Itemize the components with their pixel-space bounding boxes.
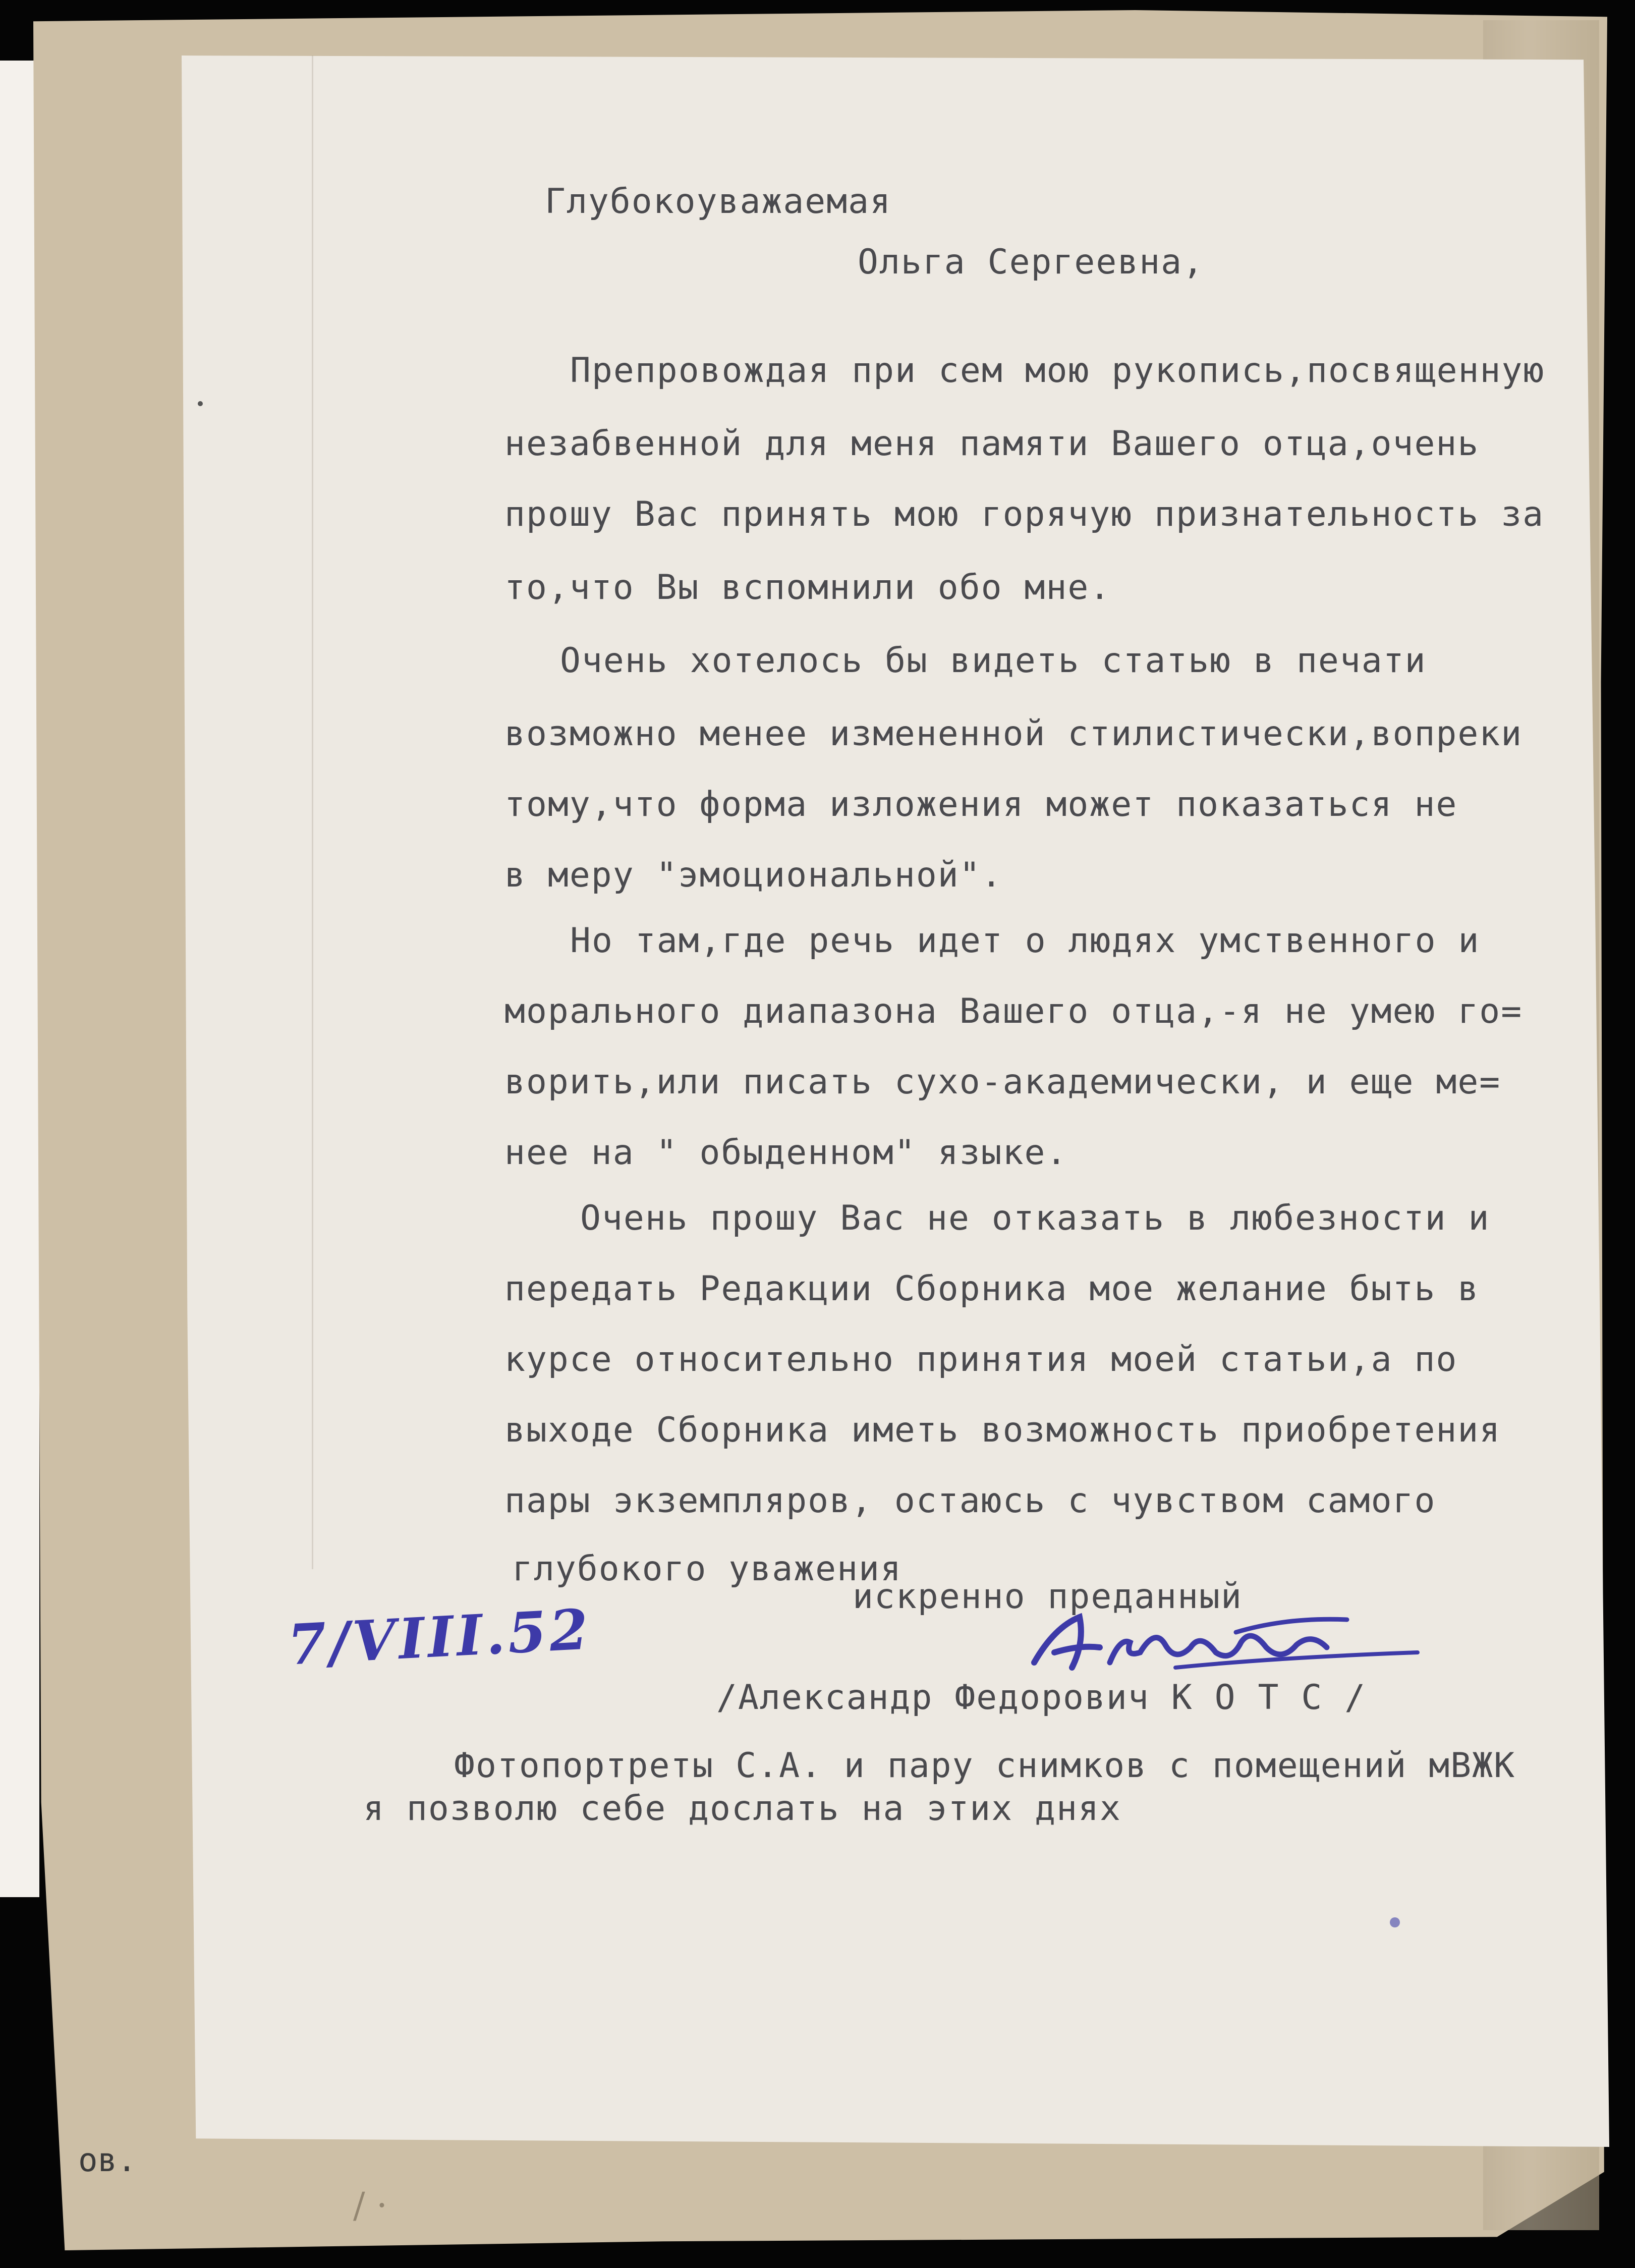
addressee: Ольга Сергеевна, bbox=[858, 242, 1205, 282]
postscript-line: Фотопортреты С.А. и пару снимков с помещений мВЖК bbox=[454, 1746, 1516, 1786]
body-line: прошу Вас принять мою горячую признательность за bbox=[504, 494, 1545, 534]
ink-dot bbox=[1390, 1917, 1400, 1927]
body-line: тому,что форма изложения может показаться не bbox=[504, 785, 1458, 824]
salutation: Глубокоуважаемая bbox=[545, 182, 892, 222]
white-underlay-strip bbox=[0, 61, 39, 1897]
body-line: нее на " обыденном" языке. bbox=[504, 1133, 1068, 1173]
closing: искренно преданный bbox=[853, 1577, 1243, 1617]
body-line: пары экземпляров, остаюсь с чувством самого bbox=[504, 1481, 1436, 1521]
body-line: Препровождая при сем мою рукопись,посвященную bbox=[570, 351, 1545, 391]
postscript-line: я позволю себе дослать на этих днях bbox=[363, 1789, 1121, 1829]
body-line: глубокого уважения bbox=[512, 1549, 902, 1589]
body-line: Но там,где речь идет о людях умственного и bbox=[570, 921, 1480, 961]
page-fold-line bbox=[312, 56, 313, 1569]
body-line: в меру "эмоциональной". bbox=[504, 855, 1003, 895]
body-line: незабвенной для меня памяти Вашего отца,очень bbox=[504, 424, 1480, 464]
body-line: возможно менее измененной стилистически,вопреки bbox=[504, 714, 1523, 754]
bottom-pencil-mark: / · bbox=[353, 2185, 388, 2226]
body-line: Очень прошу Вас не отказать в любезности и bbox=[580, 1198, 1490, 1238]
body-line: выходе Сборника иметь возможность приобретения bbox=[504, 1410, 1501, 1450]
body-line: передать Редакции Сборника мое желание быть в bbox=[504, 1269, 1480, 1309]
body-line: курсе относительно принятия моей статьи,а по bbox=[504, 1340, 1458, 1379]
body-line: Очень хотелось бы видеть статью в печати bbox=[560, 641, 1427, 681]
signature bbox=[1024, 1597, 1428, 1683]
body-line: морального диапазона Вашего отца,-я не умею го= bbox=[504, 991, 1523, 1031]
body-line: то,что Вы вспомнили обо мне. bbox=[504, 568, 1111, 607]
pencil-dot bbox=[198, 401, 203, 406]
edge-text-fragment: ов. bbox=[78, 2142, 137, 2179]
signatory-name: /Александр Федорович К О Т С / bbox=[716, 1678, 1367, 1718]
body-line: ворить,или писать сухо-академически, и еще ме= bbox=[504, 1062, 1501, 1102]
handwritten-date: 7/VIII.52 bbox=[286, 1596, 593, 1678]
